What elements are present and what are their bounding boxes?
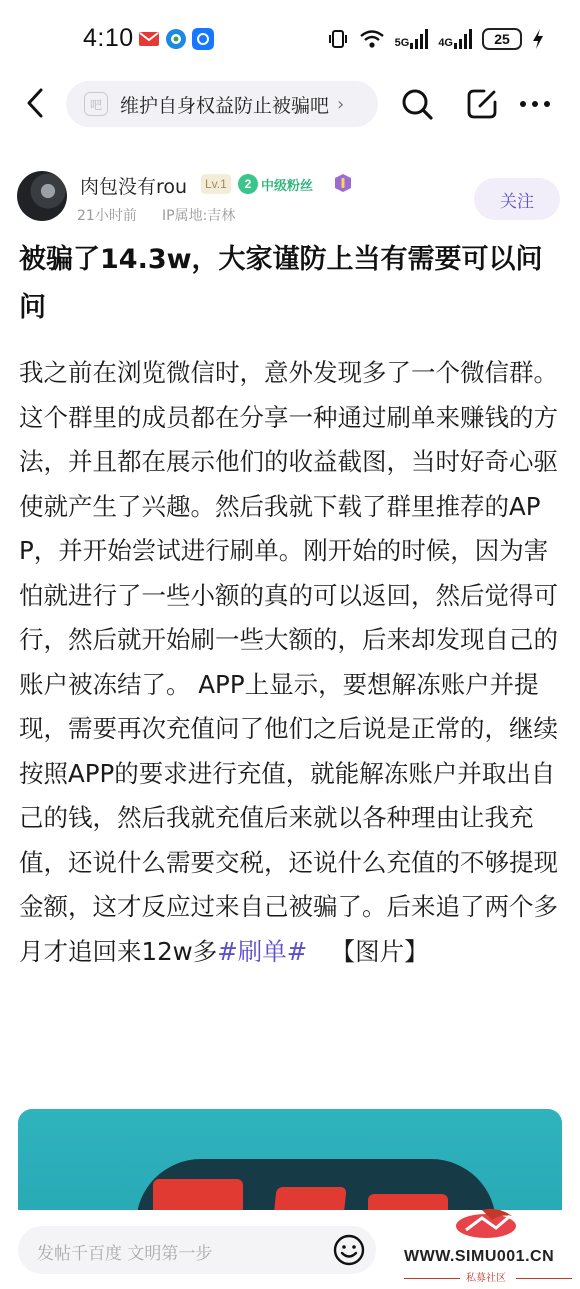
fan-level-icon: 2: [238, 174, 258, 194]
post-body: [19, 351, 562, 974]
post-time: 21小时前: [77, 208, 137, 224]
follow-button[interactable]: 关注: [474, 178, 560, 220]
search-icon: [400, 87, 434, 121]
edit-icon: [466, 88, 498, 120]
more-dots-icon: [519, 99, 551, 109]
fan-label: 中级粉丝: [261, 178, 314, 194]
status-bar: [0, 0, 580, 78]
watermark-url: WWW.SIMU001.CN: [404, 1248, 555, 1265]
signal-4g-icon: 4G: [438, 29, 472, 49]
back-button[interactable]: [18, 86, 52, 120]
watermark-subtitle: 私募社区: [466, 1273, 506, 1284]
status-indicators: [327, 26, 544, 52]
signal-5g-icon: 5G: [395, 29, 429, 49]
reply-placeholder: 发帖千百度 文明第一步: [37, 1244, 213, 1264]
emoji-icon[interactable]: [333, 1234, 365, 1266]
watermark-logo-icon: [452, 1204, 524, 1244]
mail-app-icon: [138, 28, 160, 50]
post-title: 被骗了14.3w，大家谨防上当有需要可以问问: [19, 244, 543, 323]
forum-logo-icon: 吧: [84, 92, 108, 116]
forum-name: 维护自身权益防止被骗吧: [120, 94, 330, 117]
author-name[interactable]: 肉包没有rou: [80, 176, 188, 198]
status-time: 4:10: [83, 24, 134, 52]
battery-icon: 25: [482, 28, 522, 50]
forum-link[interactable]: [66, 81, 378, 127]
chevron-left-icon: [25, 88, 45, 118]
watermark-divider: [404, 1278, 460, 1279]
wifi-icon: [359, 28, 385, 50]
image-label: 【图片】: [330, 936, 429, 966]
hashtag-link[interactable]: #刷单#: [217, 936, 308, 966]
ip-location: IP属地:吉林: [162, 208, 236, 224]
chevron-right-icon: ›: [337, 93, 345, 115]
edit-button[interactable]: [462, 84, 502, 124]
search-button[interactable]: [397, 84, 437, 124]
vibrate-icon: [327, 28, 349, 50]
medal-icon: [333, 173, 353, 193]
watermark-divider: [516, 1278, 572, 1279]
fan-badge: [238, 173, 313, 195]
post-body-text: 我之前在浏览微信时，意外发现多了一个微信群。这个群里的成员都在分享一种通过刷单来赚钱的方法，并且都在展示他们的收益截图，当时好奇心驱使就产生了兴趣。然后我就下载了群里推荐的APP，并开始尝试进行刷单。刚开始的时候，因为害怕就进行了一些小额的真的可以返回，然后觉得可行，然后就开始刷一些大额的，后来却发现自己的账户被冻结了。 APP上显示，要想解冻账户并提现，需要再次充值问了他们之后说是正常的，继续按照APP的要求进行充值，就能解冻账户并取出自己的钱，然后我就充值后来就以各种理由让我充值，还说什么需要交税，还说什么充值的不够提现金额，这才反应过来自己被骗了。后来追了两个多月才追回来12w多: [19, 358, 558, 966]
charging-icon: [532, 28, 544, 50]
alipay-app-icon: [192, 28, 214, 50]
avatar[interactable]: [17, 171, 67, 221]
level-badge: Lv.1: [201, 174, 231, 194]
browser-app-icon: [165, 28, 187, 50]
more-button[interactable]: [515, 84, 555, 124]
